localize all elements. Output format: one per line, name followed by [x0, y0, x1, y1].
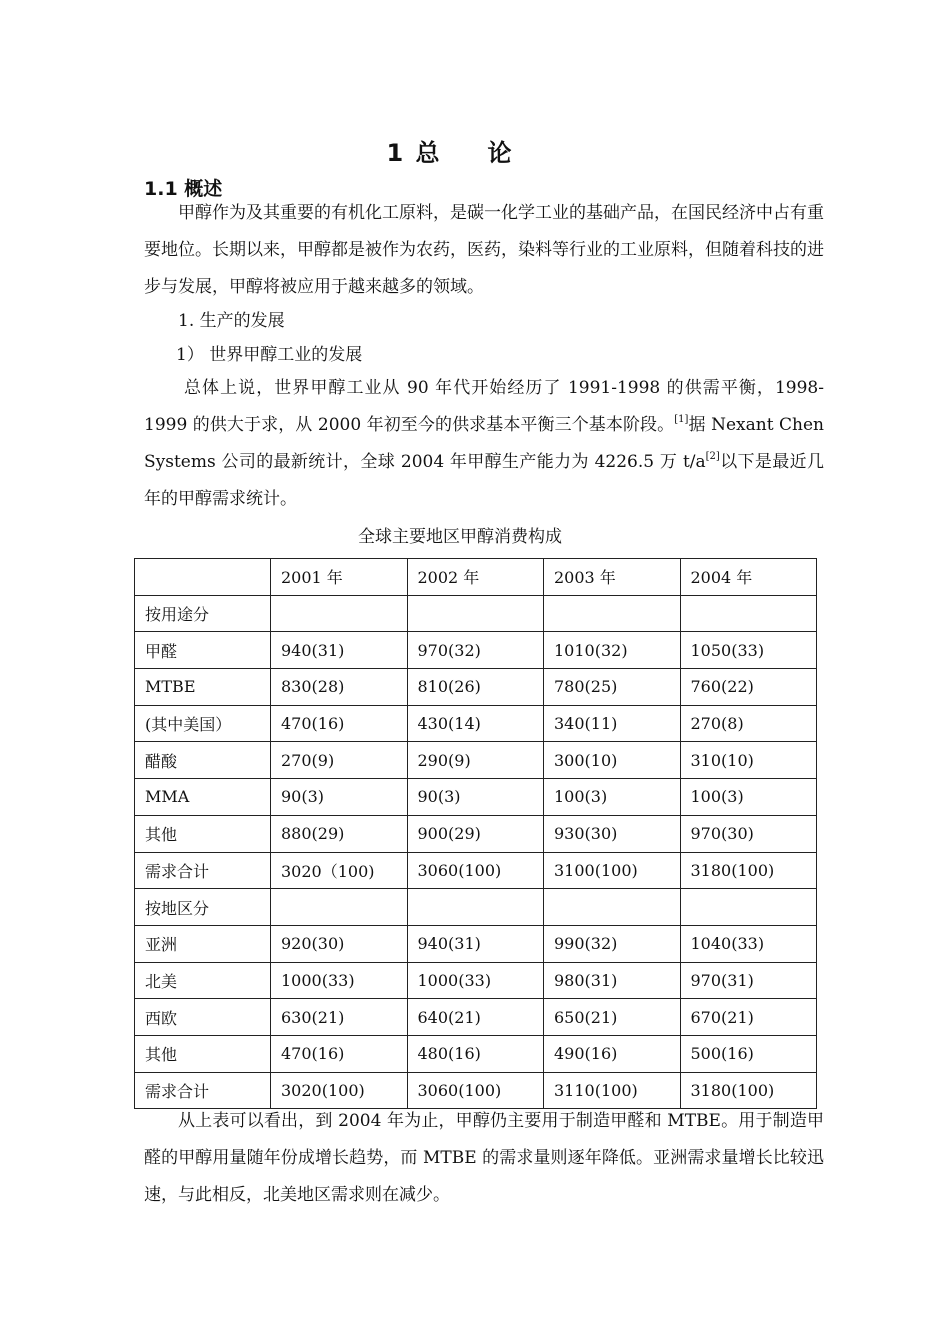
table-cell [407, 889, 544, 926]
table-caption [0, 522, 920, 547]
chapter-title [0, 133, 900, 168]
table-cell: 90(3) [407, 779, 544, 816]
table-row [135, 999, 817, 1036]
table-cell: 甲醛 [135, 632, 271, 669]
table-cell: 810(26) [407, 669, 544, 706]
table-row [135, 962, 817, 999]
table-cell: 3100(100) [544, 852, 681, 889]
stats-text-b: 据 Nexant Chen Systems 公司的最新统计，全球 2004 年甲醇生产能力为 4226.5 万 t/a [144, 415, 824, 472]
chapter-title-part2: 论 [487, 139, 514, 167]
list-item-world-methanol-text: 1） 世界甲醇工业的发展 [176, 345, 363, 365]
table-cell: 1050(33) [680, 632, 817, 669]
table-cell: 500(16) [680, 1035, 817, 1072]
list-item-production [178, 303, 285, 340]
table-cell: 650(21) [544, 999, 681, 1036]
table-cell: 880(29) [271, 815, 408, 852]
table-cell: 北美 [135, 962, 271, 999]
table-cell: 3020(100) [271, 1072, 408, 1109]
table-cell [544, 595, 681, 632]
table-cell: 940(31) [407, 925, 544, 962]
table-cell: 按用途分 [135, 595, 271, 632]
table-cell: 290(9) [407, 742, 544, 779]
table-cell: MMA [135, 779, 271, 816]
header-cell: 2001 年 [271, 559, 408, 596]
conclusion-text: 从上表可以看出，到 2004 年为止，甲醇仍主要用于制造甲醛和 MTBE。用于制造甲醛的甲醇用量随年份成增长趋势，而 MTBE 的需求量则逐年降低。亚洲需求量增长比较迅速，与此相反，北美地区需求则在减少。 [144, 1111, 824, 1205]
chapter-number: 1 [386, 139, 406, 167]
table-cell: 需求合计 [135, 1072, 271, 1109]
table-cell [544, 889, 681, 926]
table-cell: 醋酸 [135, 742, 271, 779]
table-row [135, 1035, 817, 1072]
citation-2: [2] [705, 451, 720, 462]
table-cell: 480(16) [407, 1035, 544, 1072]
table-cell: 90(3) [271, 779, 408, 816]
table-cell: 640(21) [407, 999, 544, 1036]
table-cell: MTBE [135, 669, 271, 706]
table-cell: 980(31) [544, 962, 681, 999]
table-cell: 100(3) [544, 779, 681, 816]
table-row [135, 779, 817, 816]
table-cell: 780(25) [544, 669, 681, 706]
table-cell: 1000(33) [271, 962, 408, 999]
table-cell: 1040(33) [680, 925, 817, 962]
table-cell: 其他 [135, 1035, 271, 1072]
table-cell: 470(16) [271, 705, 408, 742]
table-row [135, 889, 817, 926]
table-cell: 1010(32) [544, 632, 681, 669]
intro-paragraph [144, 195, 824, 306]
table-cell: 630(21) [271, 999, 408, 1036]
header-cell: 2002 年 [407, 559, 544, 596]
table-cell: 930(30) [544, 815, 681, 852]
table-header-row [135, 559, 817, 596]
list-item-production-text: 1. 生产的发展 [178, 311, 285, 331]
section-number: 1.1 [144, 178, 178, 200]
table-cell: 900(29) [407, 815, 544, 852]
table-cell: 3180(100) [680, 852, 817, 889]
table-cell [271, 889, 408, 926]
table-cell: 3110(100) [544, 1072, 681, 1109]
table-cell: (其中美国） [135, 705, 271, 742]
table-cell: 需求合计 [135, 852, 271, 889]
chapter-title-part1: 总 [415, 139, 442, 167]
table-cell: 490(16) [544, 1035, 681, 1072]
stats-text-c: 以下是最近几年的甲醇需求统计。 [144, 452, 825, 509]
table-row [135, 595, 817, 632]
stats-text-a: 总体上说，世界甲醇工业从 90 年代开始经历了 1991-1998 的供需平衡，1998-1999 的供大于求，从 2000 年初至今的供求基本平衡三个基本阶段。 [144, 378, 824, 435]
table-cell: 其他 [135, 815, 271, 852]
table-row [135, 742, 817, 779]
table-cell: 270(8) [680, 705, 817, 742]
table-cell: 1000(33) [407, 962, 544, 999]
table-cell: 830(28) [271, 669, 408, 706]
citation-1: [1] [674, 414, 689, 425]
table-cell: 270(9) [271, 742, 408, 779]
stats-paragraph [144, 370, 824, 518]
table-cell [680, 889, 817, 926]
table-row [135, 852, 817, 889]
header-cell: 2004 年 [680, 559, 817, 596]
section-title: 概述 [184, 178, 223, 200]
table-row [135, 925, 817, 962]
table-cell: 340(11) [544, 705, 681, 742]
table-cell: 300(10) [544, 742, 681, 779]
methanol-consumption-table [134, 558, 817, 1109]
conclusion-paragraph [144, 1103, 824, 1214]
table-cell: 970(30) [680, 815, 817, 852]
table-cell [271, 595, 408, 632]
table-cell: 310(10) [680, 742, 817, 779]
table-cell: 970(31) [680, 962, 817, 999]
table-cell: 990(32) [544, 925, 681, 962]
intro-text: 甲醇作为及其重要的有机化工原料，是碳一化学工业的基础产品，在国民经济中占有重要地位。长期以来，甲醇都是被作为农药，医药，染料等行业的工业原料，但随着科技的进步与发展，甲醇将被应用于越来越多的领域。 [144, 203, 824, 297]
table-caption-text: 全球主要地区甲醇消费构成 [358, 527, 562, 547]
table-cell: 970(32) [407, 632, 544, 669]
table-cell: 670(21) [680, 999, 817, 1036]
table-cell: 760(22) [680, 669, 817, 706]
table-cell: 亚洲 [135, 925, 271, 962]
table-row [135, 705, 817, 742]
table-cell: 按地区分 [135, 889, 271, 926]
table-cell: 940(31) [271, 632, 408, 669]
header-cell [135, 559, 271, 596]
table-row [135, 669, 817, 706]
table-row [135, 632, 817, 669]
table-cell: 430(14) [407, 705, 544, 742]
table-row [135, 815, 817, 852]
table-cell: 3180(100) [680, 1072, 817, 1109]
header-cell: 2003 年 [544, 559, 681, 596]
table-cell: 3020（100) [271, 852, 408, 889]
table-cell: 西欧 [135, 999, 271, 1036]
table-cell [680, 595, 817, 632]
table-cell: 920(30) [271, 925, 408, 962]
table-cell: 100(3) [680, 779, 817, 816]
table-cell: 470(16) [271, 1035, 408, 1072]
table-cell: 3060(100) [407, 1072, 544, 1109]
table-cell: 3060(100) [407, 852, 544, 889]
table-cell [407, 595, 544, 632]
list-item-world-methanol [176, 337, 362, 374]
